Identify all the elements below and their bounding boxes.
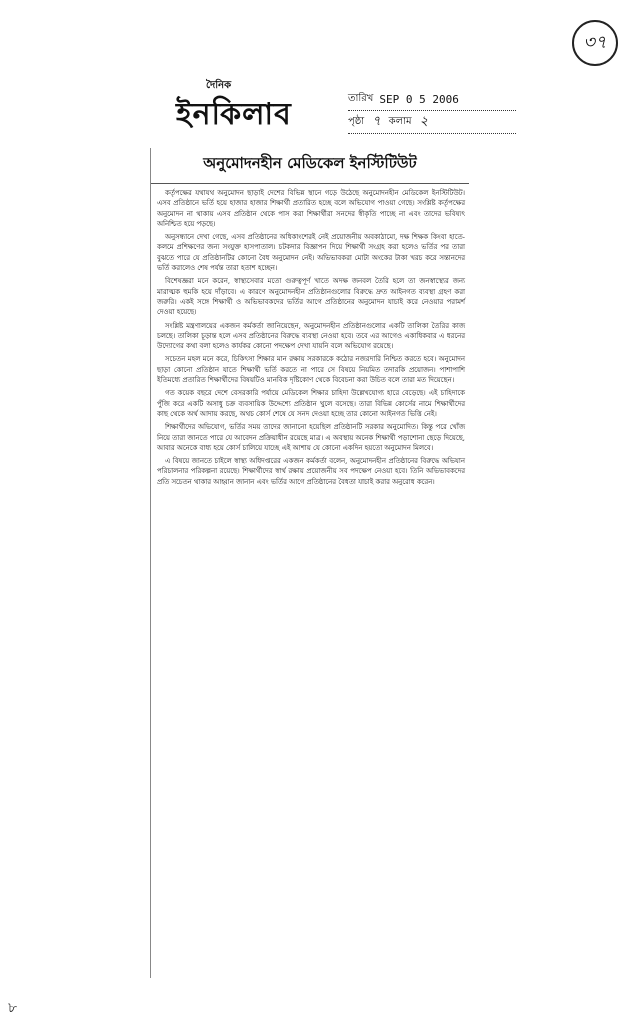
- article-paragraph: সংশ্লিষ্ট মন্ত্রণালয়ের একজন কর্মকর্তা জানিয়েছেন, অনুমোদনহীন প্রতিষ্ঠানগুলোর একটি তালিকা তৈরির কাজ চলছে। তালিকা চূড়ান্ত হলে এসব প্রতিষ্ঠানের বিরুদ্ধে ব্যবস্থা নেওয়া হবে। তবে এর আগেও একাধিকবার এ ধরনের উদ্যোগের কথা বলা হলেও কার্যকর কোনো পদক্ষেপ দেখা যায়নি বলে অভিযোগ রয়েছে।: [157, 321, 465, 351]
- article-body: [151, 184, 469, 487]
- article-paragraph: শিক্ষার্থীদের অভিযোগ, ভর্তির সময় তাদের জানানো হয়েছিল প্রতিষ্ঠানটি সরকার অনুমোদিত। কিন্তু পরে খোঁজ নিয়ে তারা জানতে পারে যে আবেদন প্রক্রিয়াধীন রয়েছে মাত্র। এ অবস্থায় অনেক শিক্ষার্থী পড়াশোনা ছেড়ে দিয়েছে, আবার অনেকে বাধ্য হয়ে কোর্স চালিয়ে যাচ্ছে এই আশায় যে কোনো একদিন হয়তো অনুমোদন মিলবে।: [157, 423, 465, 452]
- date-row: [348, 88, 516, 111]
- article-paragraph: অনুসন্ধানে দেখা গেছে, এসব প্রতিষ্ঠানের অধিকাংশেরই নেই প্রয়োজনীয় অবকাঠামো, দক্ষ শিক্ষক কিংবা হাতে-কলমে প্রশিক্ষণের জন্য সংযুক্ত হাসপাতাল। চটকদার বিজ্ঞাপন দিয়ে শিক্ষার্থী সংগ্রহ করা হলেও ভর্তির পর তারা বুঝতে পারে যে প্রতিষ্ঠানটির কোনো বৈধ অনুমোদন নেই। অভিভাবকরা মোটা অংকের টাকা খরচ করে সন্তানদের ভর্তি করালেও শেষ পর্যন্ত তারা হতাশ হচ্ছেন।: [157, 233, 465, 273]
- column-label: কলাম: [388, 115, 412, 127]
- column-value: ২: [419, 113, 429, 129]
- masthead-subtitle: দৈনিক: [206, 80, 232, 91]
- date-value: SEP 0 5 2006: [379, 92, 459, 106]
- article-headline: অনুমোদনহীন মেডিকেল ইনস্টিটিউট: [151, 148, 469, 184]
- article: [150, 148, 469, 978]
- article-paragraph: বিশেষজ্ঞরা মনে করেন, স্বাস্থ্যসেবার মতো গুরুত্বপূর্ণ খাতে অদক্ষ জনবল তৈরি হলে তা জনস্বাস্থ্যের জন্য মারাত্মক হুমকি হয়ে দাঁড়াবে। এ কারণে অনুমোদনহীন প্রতিষ্ঠানগুলোর বিরুদ্ধে দ্রুত আইনগত ব্যবস্থা গ্রহণ করা জরুরি। একই সঙ্গে শিক্ষার্থী ও অভিভাবকদের ভর্তির আগে প্রতিষ্ঠানের অনুমোদন যাচাই করে নেওয়ার পরামর্শ দেওয়া হয়েছে।: [157, 277, 465, 317]
- date-label: তারিখ: [348, 92, 374, 104]
- page-value: ৭: [372, 113, 381, 129]
- corner-mark: ৮: [8, 1000, 18, 1016]
- page-column-row: [348, 111, 516, 134]
- page-label: পৃষ্ঠা: [348, 115, 365, 127]
- article-paragraph: কর্তৃপক্ষের যথাযথ অনুমোদন ছাড়াই দেশের বিভিন্ন স্থানে গড়ে উঠেছে অনুমোদনহীন মেডিকেল ইনস্টিটিউট। এসব প্রতিষ্ঠানে ভর্তি হয়ে হাজার হাজার শিক্ষার্থী প্রতারিত হচ্ছে বলে অভিযোগ পাওয়া গেছে। সংশ্লিষ্ট কর্তৃপক্ষের অনুমোদন না থাকায় এসব প্রতিষ্ঠান থেকে পাস করা শিক্ষার্থীরা সনদের স্বীকৃতি পাচ্ছে না এবং তাদের ভবিষ্যৎ অনিশ্চিত হয়ে পড়ছে।: [157, 189, 465, 228]
- article-paragraph: এ বিষয়ে জানতে চাইলে স্বাস্থ্য অধিদপ্তরের একজন কর্মকর্তা বলেন, অনুমোদনহীন প্রতিষ্ঠানের বিরুদ্ধে অভিযান পরিচালনার পরিকল্পনা রয়েছে। শিক্ষার্থীদের স্বার্থ রক্ষায় প্রয়োজনীয় সব পদক্ষেপ নেওয়া হবে। তিনি অভিভাবকদের প্রতি সচেতন থাকার আহ্বান জানান এবং ভর্তির আগে প্রতিষ্ঠানের বৈধতা যাচাই করার অনুরোধ করেন।: [157, 457, 465, 486]
- page-number: ৩৭: [572, 20, 618, 66]
- article-paragraph: গত কয়েক বছরে দেশে বেসরকারি পর্যায়ে মেডিকেল শিক্ষার চাহিদা উল্লেখযোগ্য হারে বেড়েছে। এই চাহিদাকে পুঁজি করে একটি অসাধু চক্র ব্যবসায়িক উদ্দেশ্যে প্রতিষ্ঠান খুলে বসেছে। তারা বিভিন্ন কোর্সের নামে শিক্ষার্থীদের কাছ থেকে অর্থ আদায় করছে, অথচ কোর্স শেষে যে সনদ দেওয়া হচ্ছে তার কোনো আইনগত ভিত্তি নেই।: [157, 389, 465, 418]
- article-paragraph: সচেতন মহল মনে করে, চিকিৎসা শিক্ষার মান রক্ষায় সরকারকে কঠোর নজরদারি নিশ্চিত করতে হবে। অনুমোদন ছাড়া কোনো প্রতিষ্ঠান যাতে শিক্ষার্থী ভর্তি করতে না পারে সে বিষয়ে নিয়মিত তদারকি প্রয়োজন। পাশাপাশি ইতিমধ্যে প্রতারিত শিক্ষার্থীদের বিষয়টিও মানবিক দৃষ্টিকোণ থেকে বিবেচনা করা উচিত বলে তারা মত দিয়েছেন।: [157, 355, 465, 385]
- newspaper-masthead: ইনকিলাব: [176, 97, 292, 132]
- clipping-meta: [348, 88, 516, 146]
